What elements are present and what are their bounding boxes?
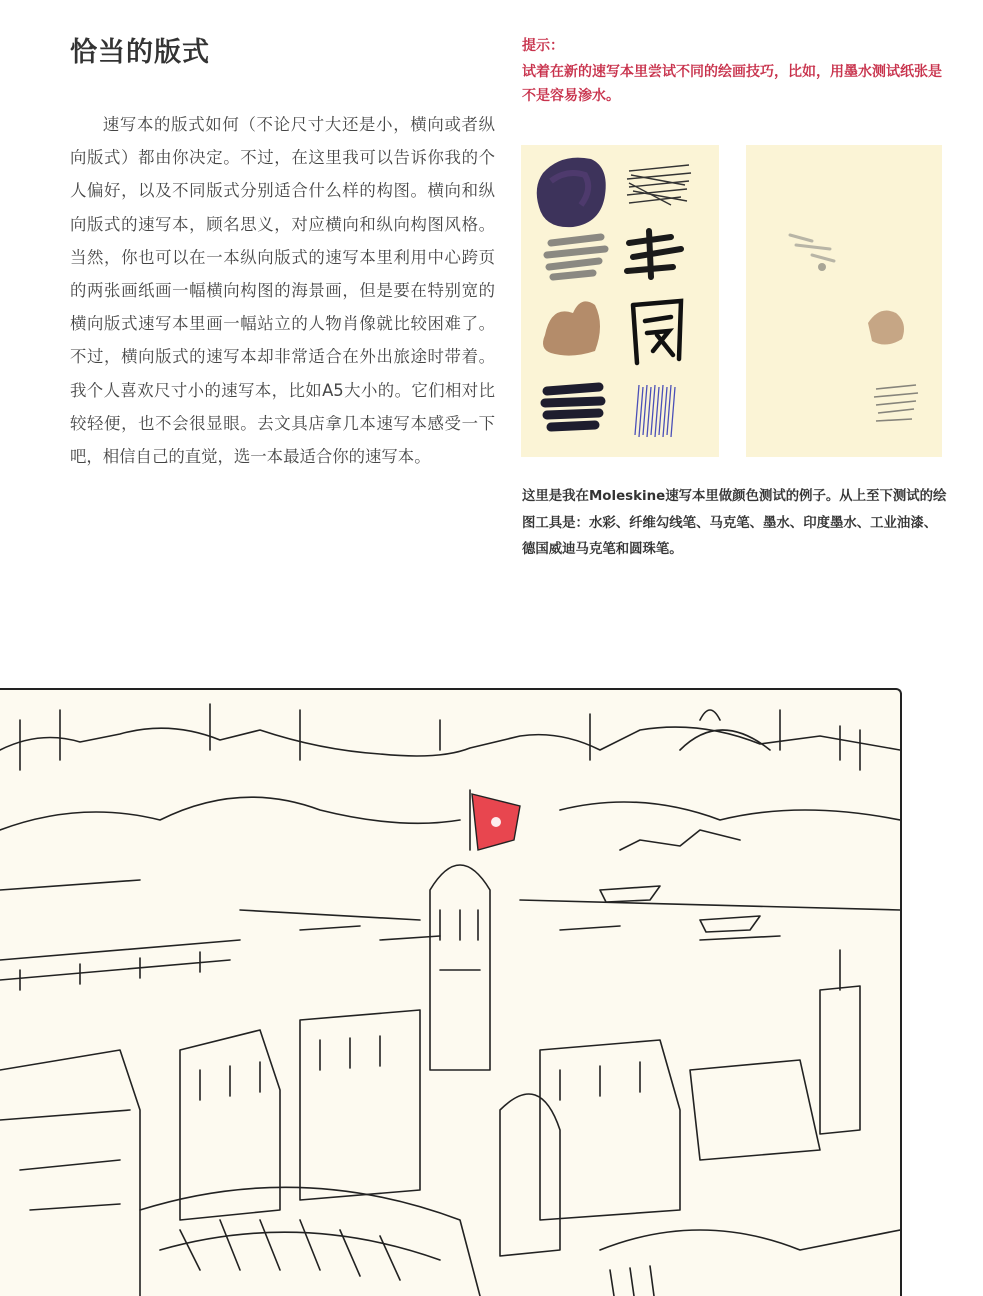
image-caption: 这里是我在Moleskine速写本里做颜色测试的例子。从上至下测试的绘图工具是：水彩、纤维勾线笔、马克笔、墨水、印度墨水、工业油漆、德国威迪马克笔和圆珠笔。 [522, 489, 947, 557]
ink-swatch [627, 231, 681, 277]
body-text [70, 108, 495, 473]
ballpoint-swatch [635, 385, 675, 437]
istanbul-sketch-illustration [0, 688, 902, 1296]
color-test-swatches [521, 145, 719, 457]
india-ink-swatch [543, 301, 600, 355]
bleed-through-marks [746, 145, 942, 457]
marker-swatch [547, 237, 605, 277]
fineliner-swatch [627, 165, 691, 205]
pen-sketch-drawing [0, 690, 900, 1296]
color-test-back-photo [746, 145, 942, 457]
watercolor-swatch [537, 158, 606, 228]
tip-label: 提示： [522, 38, 564, 54]
edding-marker-swatch [545, 387, 601, 427]
body-paragraph: 速写本的版式如何（不论尺寸大还是小，横向或者纵向版式）都由你决定。不过，在这里我可以告诉你我的个人偏好，以及不同版式分别适合什么样的构图。横向和纵向版式的速写本，顾名思义，对应横向和纵向构图风格。当然，你也可以在一本纵向版式的速写本里利用中心跨页的两张画纸画一幅横向构图的海景画，但是要在特别宽的横向版式速写本里画一幅站立的人物肖像就比较困难了。不过，横向版式的速写本却非常适合在外出旅途时带着。我个人喜欢尺寸小的速写本，比如A5大小的。它们相对比较轻便，也不会很显眼。去文具店拿几本速写本感受一下吧，相信自己的直觉，选一本最适合你的速写本。 [70, 115, 495, 467]
color-test-front-photo [521, 145, 719, 457]
page-title: 恰当的版式 [70, 37, 210, 68]
paint-swatch [633, 301, 681, 363]
tip-text: 试着在新的速写本里尝试不同的绘画技巧，比如，用墨水测试纸张是不是容易渗水。 [522, 64, 942, 104]
